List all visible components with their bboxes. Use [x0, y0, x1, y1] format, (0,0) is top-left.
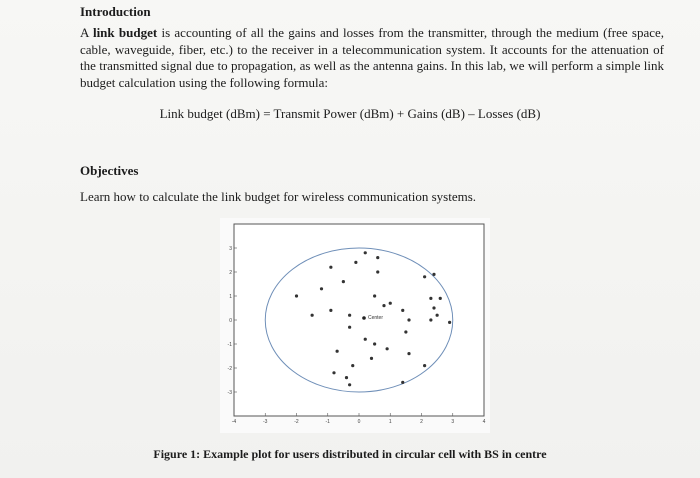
user-point [348, 383, 351, 386]
user-point [373, 294, 376, 297]
base-station-point [362, 316, 366, 320]
user-point [429, 297, 432, 300]
user-point [439, 297, 442, 300]
user-point [364, 251, 367, 254]
x-tick-label: -3 [263, 419, 268, 425]
x-tick-label: -1 [325, 419, 330, 425]
user-point [436, 314, 439, 317]
user-point [382, 304, 385, 307]
scatter-figure [220, 218, 490, 433]
x-tick-label: 4 [482, 419, 486, 425]
user-point [295, 294, 298, 297]
user-point [407, 318, 410, 321]
y-tick-label: -3 [227, 390, 232, 396]
link-budget-term: link budget [92, 25, 158, 40]
x-tick-label: 0 [357, 419, 361, 425]
user-point [354, 261, 357, 264]
x-tick-label: 1 [388, 419, 392, 425]
user-point [401, 309, 404, 312]
user-point [429, 318, 432, 321]
figure-caption: Figure 1: Example plot for users distributed in circular cell with BS in centre [153, 447, 547, 461]
user-point [376, 256, 379, 259]
user-point [320, 287, 323, 290]
user-point [336, 350, 339, 353]
center-label: Center [368, 315, 384, 321]
user-point [332, 371, 335, 374]
user-point [423, 275, 426, 278]
user-point [386, 347, 389, 350]
x-tick-label: 3 [451, 419, 455, 425]
plot-frame [234, 224, 484, 416]
user-point [348, 314, 351, 317]
user-point [432, 273, 435, 276]
introduction-body: is accounting of all the gains and losses from the transmitter, through the medium (free space, cable, waveguide, fiber, etc.) to the receiver in a telecommunication system. It accounts for the attenuation of the transmitted signal due to propagation, as well as the antenna gains. In this lab, we will perform a simple link budget calculation using the following formula: [80, 25, 665, 90]
user-point [389, 302, 392, 305]
user-point [329, 266, 332, 269]
user-point [407, 352, 410, 355]
scatter-plot [220, 218, 490, 433]
user-point [370, 357, 373, 360]
user-point [364, 338, 367, 341]
user-point [351, 364, 354, 367]
y-tick-label: 2 [229, 270, 232, 276]
objectives-heading: Objectives [80, 163, 139, 178]
user-point [342, 280, 345, 283]
introduction-heading: Introduction [80, 4, 151, 19]
user-point [448, 321, 451, 324]
user-point [373, 342, 376, 345]
x-tick-label: 2 [420, 419, 423, 425]
user-point [404, 330, 407, 333]
user-point [345, 376, 348, 379]
user-point [376, 270, 379, 273]
introduction-paragraph [80, 25, 664, 91]
user-point [348, 326, 351, 329]
user-point [311, 314, 314, 317]
y-tick-label: 3 [229, 246, 232, 252]
user-point [401, 381, 404, 384]
user-point [329, 309, 332, 312]
x-tick-label: -2 [294, 419, 299, 425]
x-tick-label: -4 [231, 419, 237, 425]
lead-prefix: A [80, 25, 93, 40]
objectives-text: Learn how to calculate the link budget for wireless communication systems. [80, 189, 477, 204]
y-tick-label: -2 [227, 366, 232, 372]
y-tick-label: 1 [229, 294, 232, 300]
user-point [423, 364, 426, 367]
y-tick-label: -1 [227, 342, 232, 348]
y-tick-label: 0 [229, 318, 232, 324]
link-budget-formula: Link budget (dBm) = Transmit Power (dBm) + Gains (dB) – Losses (dB) [159, 106, 541, 121]
user-point [432, 306, 435, 309]
